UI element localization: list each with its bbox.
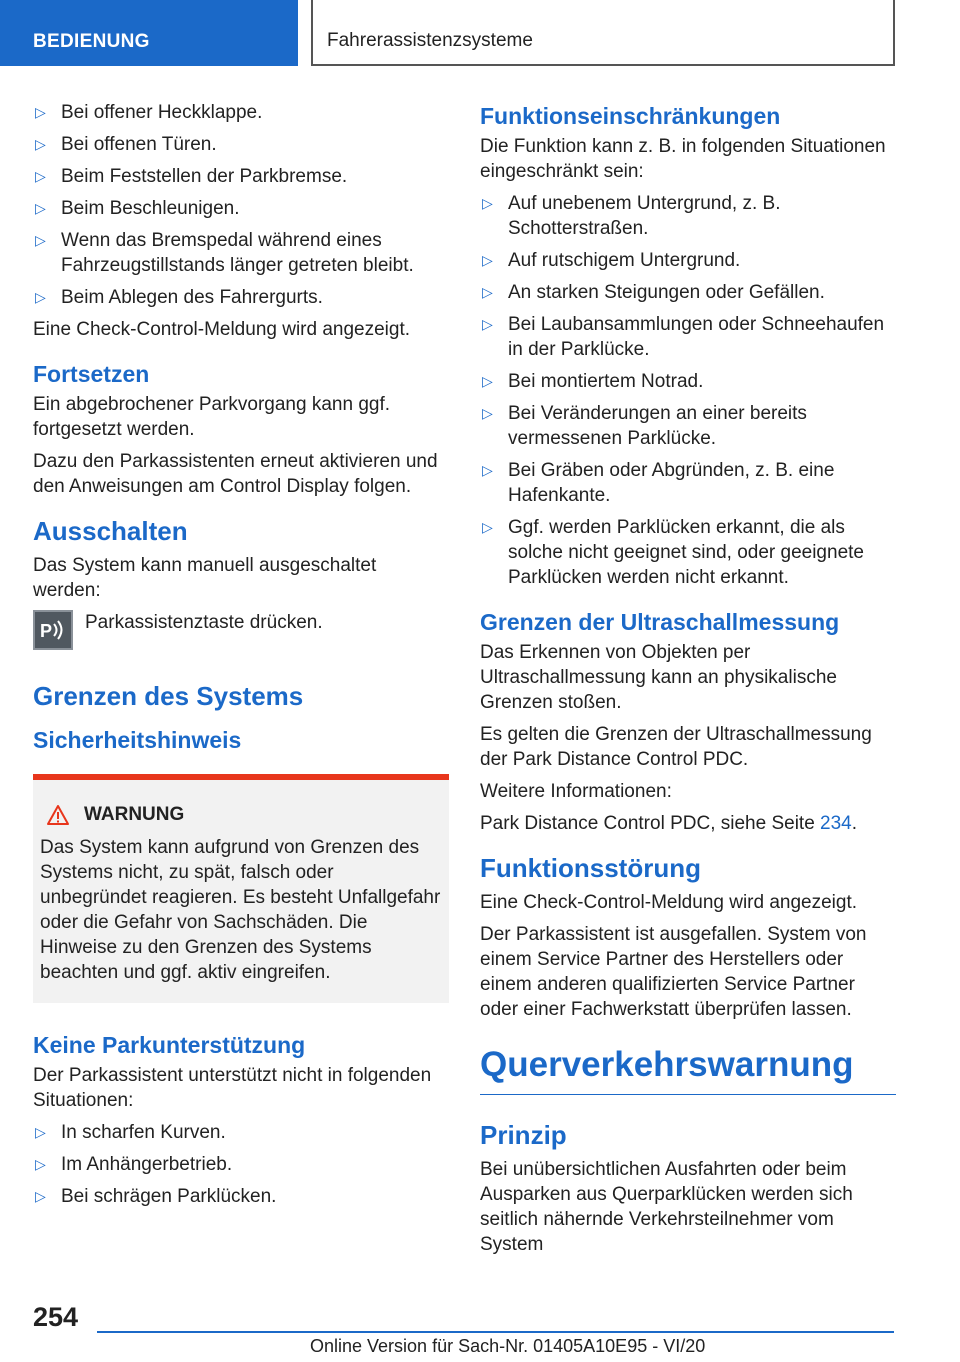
heading-fortsetzen: Fortsetzen [33,361,150,387]
list-item: ▷ Beim Feststellen der Parkbremse. [35,166,348,187]
list-item: ▷ Bei schrägen Parklücken. [35,1186,277,1207]
paragraph: Der Parkassistent unterstützt nicht in folgenden Situationen: [33,1065,432,1111]
list-item: ▷ Auf rutschigem Untergrund. [482,250,741,271]
heading-funktionsstoerung: Funktionsstörung [480,853,701,883]
paragraph: Das Erkennen von Objekten per Ultraschallmessung kann an physikalische Grenzen stoßen. [480,642,837,713]
bullet-list-funktion [480,191,896,590]
right-column [480,100,896,1264]
list-item: ▷ Auf unebenem Untergrund, z. B. Schotterstraßen. [482,193,781,239]
icon-instruction-text: Parkassistenztaste drücken. [85,612,323,633]
triangle-bullet-icon: ▷ [482,195,493,211]
heading-grenzen-ultraschall: Grenzen der Ultraschallmessung [480,609,840,635]
paragraph: Das System kann manuell ausgeschaltet werden: [33,555,377,601]
icon-instruction [33,610,449,650]
heading-prinzip: Prinzip [480,1120,567,1150]
parking-assistant-button-icon [33,610,73,650]
list-item: ▷ In scharfen Kurven. [35,1122,226,1143]
paragraph: Bei unübersichtlichen Ausfahrten oder beim Ausparken aus Querparklücken werden sich seitlich nähernde Verkehrsteilnehmer vom System [480,1159,853,1255]
triangle-bullet-icon: ▷ [482,284,493,300]
left-column [33,100,449,1216]
footer-online-version: Online Version für Sach-Nr. 01405A10E95 - VI/20 [310,1336,706,1356]
page-header [0,0,960,66]
triangle-bullet-icon: ▷ [482,462,493,478]
triangle-bullet-icon: ▷ [35,168,46,184]
triangle-bullet-icon: ▷ [482,316,493,332]
triangle-bullet-icon: ▷ [35,232,46,248]
triangle-bullet-icon: ▷ [482,405,493,421]
list-item: ▷ Bei Veränderungen an einer bereits vermessenen Parklücke. [482,403,807,449]
paragraph-reference: Park Distance Control PDC, siehe Seite 234. [480,813,858,834]
triangle-bullet-icon: ▷ [482,519,493,535]
list-item: ▷ Bei Laubansammlungen oder Schneehaufen in der Parklücke. [482,314,885,360]
paragraph: Die Funktion kann z. B. in folgenden Situationen eingeschränkt sein: [480,136,886,182]
warning-box [33,774,449,1003]
triangle-bullet-icon: ▷ [35,1124,46,1140]
warning-text: Das System kann aufgrund von Grenzen des Systems nicht, zu spät, falsch oder unbegründet reagieren. Es besteht Unfallgefahr oder die Gefahr von Sachschäden. Die Hinweise zu den Grenzen des Systems beachten und ggf. aktiv eingreifen. [40,837,441,983]
triangle-bullet-icon: ▷ [35,136,46,152]
page-number: 254 [33,1302,79,1332]
heading-ausschalten: Ausschalten [33,516,188,546]
triangle-bullet-icon: ▷ [35,1188,46,1204]
chapter-title: Fahrerassistenzsysteme [311,0,895,66]
list-item: ▷ Ggf. werden Parklücken erkannt, die als solche nicht geeignet sind, oder geeignete Parklücken werden nicht erkannt. [482,517,864,588]
triangle-bullet-icon: ▷ [35,104,46,120]
triangle-bullet-icon: ▷ [482,252,493,268]
triangle-bullet-icon: ▷ [35,200,46,216]
paragraph: Dazu den Parkassistenten erneut aktivieren und den Anweisungen am Control Display folgen. [33,451,438,497]
svg-text:P: P [40,621,53,641]
paragraph: Der Parkassistent ist ausgefallen. System von einem Service Partner des Herstellers oder einem anderen qualifizierten Service Partner oder einer Fachwerkstatt überprüfen lassen. [480,924,867,1020]
warning-triangle-icon [46,804,70,826]
list-item: ▷ Bei Gräben oder Abgründen, z. B. eine Hafenkante. [482,460,835,506]
bullet-list-top [33,100,449,310]
heading-keine-parkunterstuetzung: Keine Parkunterstützung [33,1032,306,1058]
cc-message: Eine Check-Control-Meldung wird angezeigt. [33,319,411,340]
heading-grenzen: Grenzen des Systems [33,681,304,711]
list-item: ▷ Im Anhängerbetrieb. [35,1154,233,1175]
warning-title: WARNUNG [40,802,441,827]
paragraph: Es gelten die Grenzen der Ultraschallmessung der Park Distance Control PDC. [480,724,872,770]
page-reference-link[interactable]: 234 [820,813,852,834]
paragraph: Ein abgebrochener Parkvorgang kann ggf. fortgesetzt werden. [33,394,391,440]
heading-sicherheitshinweis: Sicherheitshinweis [33,727,242,753]
triangle-bullet-icon: ▷ [482,373,493,389]
heading-funktionseinschraenkungen: Funktionseinschränkungen [480,103,781,129]
footer-divider [97,1331,894,1333]
list-item: ▷ Beim Beschleunigen. [35,198,240,219]
list-item: ▷ Wenn das Bremspedal während eines Fahrzeugstillstands länger getreten bleibt. [35,230,414,276]
list-item: ▷ Bei montiertem Notrad. [482,371,704,392]
section-tab: BEDIENUNG [0,0,298,66]
list-item: ▷ Beim Ablegen des Fahrergurts. [35,287,323,308]
triangle-bullet-icon: ▷ [35,289,46,305]
paragraph: Eine Check-Control-Meldung wird angezeigt. [480,892,858,913]
list-item: ▷ Bei offener Heckklappe. [35,102,263,123]
triangle-bullet-icon: ▷ [35,1156,46,1172]
list-item: ▷ An starken Steigungen oder Gefällen. [482,282,825,303]
chapter-heading-querverkehrswarnung: Querverkehrswarnung [480,1044,896,1095]
list-item: ▷ Bei offenen Türen. [35,134,217,155]
paragraph: Weitere Informationen: [480,781,672,802]
bullet-list-bottom [33,1120,449,1209]
